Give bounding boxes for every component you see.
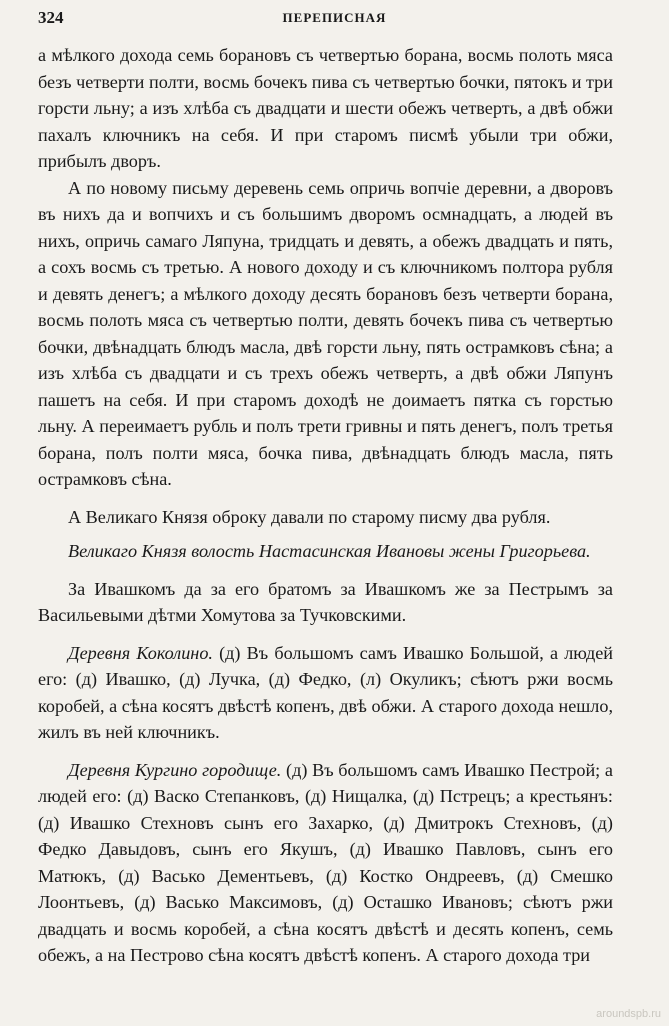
watermark: aroundspb.ru <box>596 1008 661 1020</box>
paragraph-grand-prince-tax: А Великаго Князя оброку давали по старому писму два рубля. <box>68 506 551 527</box>
volost-heading-text: Великаго Князя волость Настасинская Ивановы жены Григорьева. <box>68 541 591 561</box>
page-header <box>38 8 631 30</box>
page-number: 324 <box>38 8 64 27</box>
village-kokolino-name: Деревня Коколино. <box>68 642 213 663</box>
village-kurgino-text: (д) Въ большомъ самъ Ивашко Пестрой; а людей его: (д) Васко Степанковъ, (д) Нищалка, (д) Пстрецъ; а крестьянъ: (д) Ивашко Стехновъ сынъ его Захарко, (д) Дмитрокъ Стехновъ, (д) Федко Давыдовъ, сынъ его Якушъ, (д) Ивашко Павловъ, сынъ его Матюкъ, (д) Васько Дементьевъ, (д) Костко Ондреевъ, (д) Смешко Лоонтьевъ, (д) Васько Максимовъ, (д) Осташко Ивановъ; сѣютъ ржи двадцать и восмь коробей, а сѣна косятъ двѣстѣ и десять копенъ, семь обежъ, а на Пестрово сѣна косятъ двѣстѣ копенъ. А старого дохода три <box>38 759 613 965</box>
running-head: ПЕРЕПИСНАЯ <box>282 10 387 25</box>
paragraph-owners: За Ивашкомъ да за его братомъ за Ивашкомъ же за Пестрымъ за Васильевыми дѣтми Хомутова за Тучковскими. <box>38 578 613 625</box>
paragraph-income: а мѣлкого дохода семь борановъ съ четвертью борана, восмь полоть мяса безъ четверти полти, восмь бочекъ пива съ четвертью бочки, пятокъ и три горсти льну; а изъ хлѣба съ двадцати и шести обежъ четверть, а двѣ обжи пахалъ ключникъ на себя. И при старомъ писмѣ убыли три обжи, прибылъ дворъ. <box>38 45 613 171</box>
paragraph-village-kurgino <box>38 757 613 969</box>
page-body <box>38 42 613 969</box>
village-kurgino-name: Деревня Кургино городище. <box>68 759 282 780</box>
paragraph-new-census: А по новому письму деревень семь опричь вопчiе деревни, а дворовъ въ нихъ да и вопчихъ и съ большимъ дворомъ осмнадцать, а людей въ нихъ, опричь самаго Ляпуна, тридцать и девять, а обежъ двадцать и пять, а сохъ восмь съ третью. А нового доходу и съ ключникомъ полтора рубля и девять денегъ; а мѣлкого доходу десять борановъ безъ четверти борана, восмь полоть мяса съ четвертью полти, девять бочекъ пива съ четвертью бочки, двѣнадцать блюдъ масла, двѣ горсти льну, пять острамковъ сѣна; а изъ хлѣба съ двадцати и съ трехъ обежъ четверть, а двѣ обжи Ляпунъ пашетъ на себя. И при старомъ доходѣ не доимаетъ пятка съ горстью льну. А переимаетъ рубль и полъ трети гривны и пять денегъ, полъ третья борана, полъ полти мяса, бочка пива, двѣнадцать блюдъ масла, пять острамковъ сѣна. <box>38 177 613 489</box>
paragraph-village-kokolino <box>38 640 613 746</box>
paragraph-volost-heading <box>38 538 613 565</box>
village-kokolino-text: (д) Въ большомъ самъ Ивашко Большой, а людей его: (д) Ивашко, (д) Лучка, (д) Федко, (л) Окуликъ; сѣютъ ржи восмь коробей, а сѣна косятъ двѣстѣ копенъ, двѣ обжи. А старого дохода нешло, жилъ въ ней ключникъ. <box>38 642 614 742</box>
